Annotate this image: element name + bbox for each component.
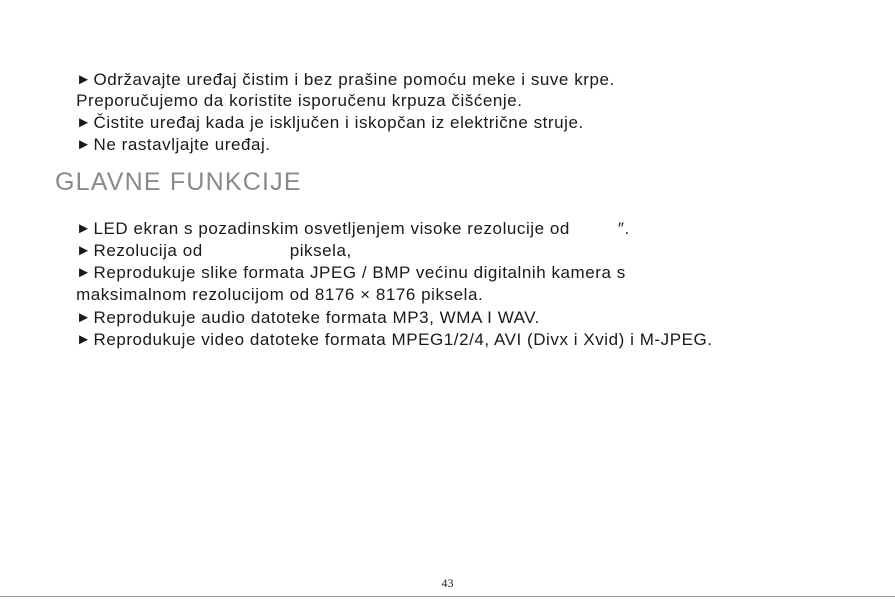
feature-item-1-text: LED ekran s pozadinskim osvetljenjem visoke rezolucije od [93, 219, 570, 238]
bottom-divider [0, 596, 895, 597]
feature-item-3-continuation-text: maksimalnom rezolucijom od 8176 × 8176 piksela. [76, 285, 484, 304]
care-instruction-1-continuation-text: Preporučujemo da koristite isporučenu krpuza čišćenje. [76, 91, 523, 110]
bullet-arrow-icon: ► [76, 264, 92, 281]
care-instruction-1-text: Održavajte uređaj čistim i bez prašine pomoću meke i suve krpe. [93, 70, 615, 89]
bullet-arrow-icon: ► [76, 220, 92, 237]
feature-item-2-unit: piksela, [289, 241, 352, 260]
bullet-arrow-icon: ► [76, 71, 92, 88]
care-instruction-2-text: Čistite uređaj kada je isključen i iskopčan iz električne struje. [93, 113, 584, 132]
feature-item-5-text: Reprodukuje video datoteke formata MPEG1/2/4, AVI (Divx i Xvid) i M-JPEG. [93, 330, 713, 349]
care-instruction-3 [55, 115, 271, 176]
care-instruction-3-text: Ne rastavljajte uređaj. [93, 135, 271, 154]
feature-item-4-text: Reprodukuje audio datoteke formata MP3, WMA I WAV. [93, 308, 540, 327]
section-heading: GLAVNE FUNKCIJE [55, 168, 302, 196]
bullet-arrow-icon: ► [76, 331, 92, 348]
feature-item-1-unit: ″. [617, 219, 630, 238]
bullet-arrow-icon: ► [76, 309, 92, 326]
bullet-arrow-icon: ► [76, 242, 92, 259]
bullet-arrow-icon: ► [76, 136, 92, 153]
page-number: 43 [441, 576, 454, 590]
feature-item-5 [55, 310, 713, 371]
feature-item-3-text: Reprodukuje slike formata JPEG / BMP većinu digitalnih kamera s [93, 263, 626, 282]
bullet-arrow-icon: ► [76, 114, 92, 131]
feature-item-2-text: Rezolucija od [93, 241, 203, 260]
